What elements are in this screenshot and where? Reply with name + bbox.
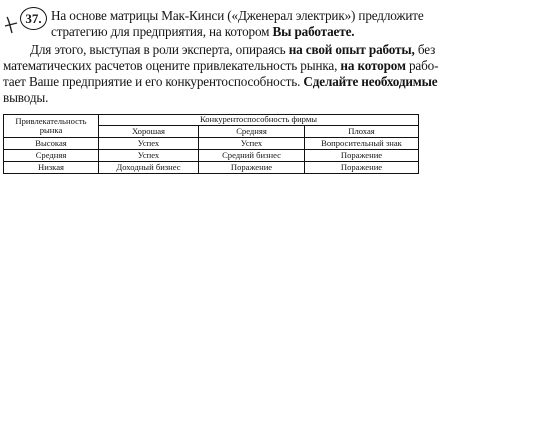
row-header: Средняя: [4, 150, 99, 162]
table-cell: Поражение: [305, 162, 419, 174]
table-cell: Средний бизнес: [199, 150, 305, 162]
table-cell: Успех: [199, 138, 305, 150]
table-cell: Поражение: [305, 150, 419, 162]
task-text-line-3-start: Для этого, выступая в роли эксперта, опираясь: [30, 42, 289, 57]
task-text-line-2-bold: Вы работаете.: [272, 24, 355, 39]
task-text-line-4-start: математических расчетов оцените привлекательность рынка,: [3, 58, 341, 73]
task-text-line-4: [3, 58, 438, 74]
task-text-line-2-start: стратегию для предприятия, на котором: [51, 24, 273, 39]
table-row: [4, 162, 419, 174]
column-header-poor: Плохая: [305, 126, 419, 138]
task-text-line-5: [3, 74, 437, 90]
handwritten-check-mark: [4, 14, 20, 36]
competitiveness-header-cell: Конкурентоспособность фирмы: [99, 115, 419, 126]
task-text-line-2: [51, 24, 354, 40]
task-text-line-4-bold: на котором: [340, 58, 406, 73]
task-text-line-5-start: тает Ваше предприятие и его конкурентоспособность.: [3, 74, 304, 89]
table-row: [4, 138, 419, 150]
row-header: Низкая: [4, 162, 99, 174]
task-text-line-4-end: рабо-: [405, 58, 439, 73]
task-number: 37.: [20, 7, 47, 30]
column-header-medium: Средняя: [199, 126, 305, 138]
task-text-line-5-bold: Сделайте необходимые: [303, 74, 438, 89]
mckinsey-matrix-table: [3, 114, 419, 174]
table-cell: Вопросительный знак: [305, 138, 419, 150]
task-text-line-1: На основе матрицы Мак-Кинси («Дженерал электрик») предложите: [51, 8, 424, 23]
table-row: [4, 150, 419, 162]
task-text-line-3: [30, 42, 435, 58]
task-text-line-3-end: без: [414, 42, 436, 57]
column-header-good: Хорошая: [99, 126, 199, 138]
corner-header-cell: Привлекательность рынка: [4, 115, 99, 138]
table-cell: Успех: [99, 150, 199, 162]
task-text-line-6: выводы.: [3, 90, 49, 105]
row-header: Высокая: [4, 138, 99, 150]
table-cell: Доходный бизнес: [99, 162, 199, 174]
task-text-line-3-bold: на свой опыт работы,: [288, 42, 415, 57]
table-cell: Поражение: [199, 162, 305, 174]
table-header-row: [4, 115, 419, 126]
table-cell: Успех: [99, 138, 199, 150]
